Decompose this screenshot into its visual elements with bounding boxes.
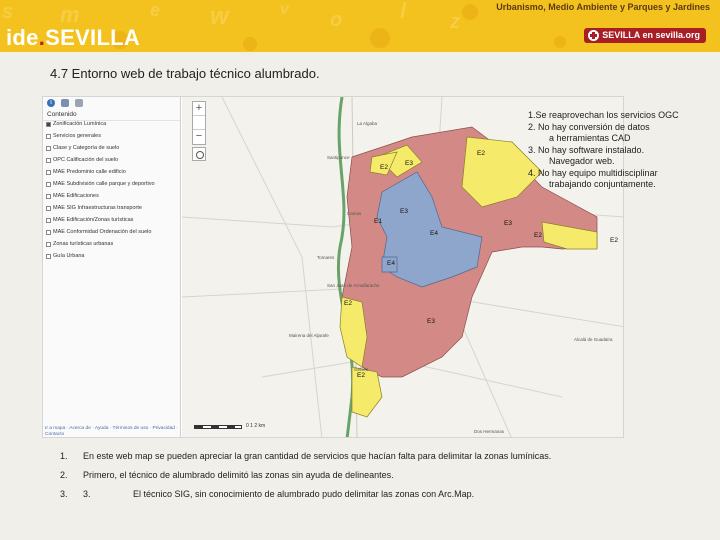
label-e4-b: E4: [387, 260, 395, 267]
place-mairena: Mairena del Aljarafe: [289, 333, 329, 338]
layer-checkbox[interactable]: [46, 182, 51, 187]
step-item: [60, 465, 700, 484]
slide-title: 4.7 Entorno web de trabajo técnico alumbrado.: [50, 66, 320, 81]
layer-checkbox[interactable]: [46, 170, 51, 175]
zoom-slider[interactable]: [193, 116, 205, 130]
label-e3: E3: [405, 160, 413, 167]
svg-text:l: l: [400, 0, 407, 23]
legend-icon[interactable]: [61, 99, 69, 107]
step-text: En este web map se pueden apreciar la gran cantidad de servicios que hacían falta para delimitar la zonas lumínicas.: [83, 450, 552, 461]
layer-checkbox[interactable]: [46, 230, 51, 235]
layer-label: Clase y Categoría de suelo: [53, 145, 120, 151]
layer-label: Servicios generales: [53, 133, 101, 139]
layer-checkbox[interactable]: [46, 146, 51, 151]
svg-text:s: s: [2, 1, 14, 23]
zoom-control: [192, 101, 206, 145]
layer-label: MAE Subdivisión calle parque y deportivo: [53, 181, 155, 187]
scale-bar: [194, 425, 242, 429]
layer-item[interactable]: [43, 145, 180, 157]
layer-item[interactable]: [43, 229, 180, 241]
step-number: 2.: [60, 469, 68, 480]
layer-label: Zonas turísticas urbanas: [53, 241, 114, 247]
layer-checkbox[interactable]: [46, 194, 51, 199]
step-number: 3.: [60, 488, 68, 499]
steps-list: [60, 446, 700, 503]
header-banner: [0, 0, 720, 52]
label-e2-f: E2: [357, 372, 365, 379]
layer-checkbox[interactable]: [46, 134, 51, 139]
layer-label: OPC Calificación del suelo: [53, 157, 119, 163]
place-gelves: Gelves: [354, 367, 369, 372]
brand-main: ide: [6, 25, 39, 50]
place-la-algaba: La Algaba: [357, 121, 378, 126]
info-icon[interactable]: i: [47, 99, 55, 107]
label-e2-b: E2: [477, 150, 485, 157]
layer-label: MAE Edificaciones: [53, 193, 99, 199]
step-subnumber: 3.: [83, 488, 91, 499]
svg-text:w: w: [210, 3, 229, 30]
content-panel: [43, 97, 181, 438]
zoom-in-button[interactable]: +: [193, 102, 205, 116]
layer-label: Guía Urbana: [53, 253, 85, 259]
sevilla-org-label: SEVILLA en sevilla.org: [602, 30, 700, 40]
label-e1: E1: [374, 218, 382, 225]
brand-city: SEVILLA: [45, 25, 141, 50]
panel-heading: Contenido: [43, 109, 180, 121]
home-extent-button[interactable]: [192, 147, 206, 161]
svg-text:v: v: [280, 1, 289, 18]
layer-label: MAE SIG Infraestructuras transporte: [53, 205, 142, 211]
step-item: [60, 484, 700, 503]
layer-label: Zonificación Lumínica: [53, 121, 107, 127]
layer-label: MAE Edificación/Zonas turísticas: [53, 217, 134, 223]
svg-text:e: e: [150, 0, 161, 20]
layer-label: MAE Predominio calle edificio: [53, 169, 126, 175]
svg-text:o: o: [330, 9, 343, 31]
label-e2: E2: [380, 164, 388, 171]
panel-tabs: [43, 97, 180, 109]
label-e2-c: E2: [534, 232, 542, 239]
layer-label: MAE Conformidad Ordenación del suelo: [53, 229, 152, 235]
layer-checkbox[interactable]: [46, 206, 51, 211]
label-e3-c: E3: [504, 220, 512, 227]
step-text: Primero, el técnico de alumbrado delimitó las zonas sin ayuda de delineantes.: [83, 469, 394, 480]
layer-checkbox[interactable]: [46, 242, 51, 247]
label-e3-d: E3: [427, 318, 435, 325]
place-santiponce: Santiponce: [327, 155, 350, 160]
layer-item[interactable]: [43, 121, 180, 133]
layer-item[interactable]: [43, 169, 180, 181]
zoom-out-button[interactable]: −: [195, 130, 203, 142]
label-e2-d: E2: [610, 237, 618, 244]
label-e4: E4: [430, 230, 438, 237]
layer-checkbox[interactable]: [46, 158, 51, 163]
note-line: 3. No hay software instalado.: [528, 144, 645, 155]
place-san-juan: San Juan de Aznalfarache: [327, 283, 380, 288]
cross-icon: [588, 30, 599, 41]
step-item: [60, 446, 700, 465]
label-e3-b: E3: [400, 208, 408, 215]
note-line: 4. No hay equipo multidisciplinar: [528, 167, 658, 178]
note-continuation: Navegador web.: [549, 156, 615, 166]
list-icon[interactable]: [75, 99, 83, 107]
brand-dot: .: [38, 25, 46, 50]
layer-checkbox[interactable]: [46, 122, 51, 127]
layer-item[interactable]: [43, 181, 180, 193]
layer-checkbox[interactable]: [46, 218, 51, 223]
step-text: El técnico SIG, sin conocimiento de alumbrado pudo delimitar las zonas con Arc.Map.: [133, 488, 475, 499]
svg-text:z: z: [450, 11, 460, 33]
layer-item[interactable]: [43, 193, 180, 205]
place-camas: Camas: [347, 211, 362, 216]
layer-list: [43, 121, 180, 265]
layer-item[interactable]: [43, 241, 180, 253]
layer-checkbox[interactable]: [46, 254, 51, 259]
label-e2-e: E2: [344, 300, 352, 307]
place-alcala: Alcalá de Guadaíra: [574, 337, 613, 342]
layer-item[interactable]: [43, 157, 180, 169]
layer-item[interactable]: [43, 253, 180, 265]
scale-label: 0 1 2 km: [246, 423, 266, 429]
panel-footer[interactable]: Ir a mapa · Acerca de · Ayuda · Términos de uso · Privacidad · Contacto: [45, 426, 178, 437]
layer-item[interactable]: [43, 205, 180, 217]
note-continuation: trabajando conjuntamente.: [549, 179, 656, 189]
note-continuation: a herramientas CAD: [549, 133, 631, 143]
step-number: 1.: [60, 450, 68, 461]
layer-item[interactable]: [43, 133, 180, 145]
svg-text:m: m: [60, 2, 80, 27]
sevilla-org-link[interactable]: [584, 28, 706, 43]
place-tomares: Tomares: [317, 255, 335, 260]
brand-logo[interactable]: [6, 25, 140, 51]
department-title: Urbanismo, Medio Ambiente y Parques y Jardines: [496, 2, 710, 12]
note-line: 1.Se reaprovechan los servicios OGC: [528, 110, 679, 120]
notes-list: [528, 110, 718, 191]
zone-e2-west[interactable]: [340, 297, 367, 367]
layer-item[interactable]: [43, 217, 180, 229]
note-line: 2. No hay conversión de datos: [528, 121, 650, 132]
place-dos-hermanas: Dos Hermanas: [474, 429, 505, 434]
